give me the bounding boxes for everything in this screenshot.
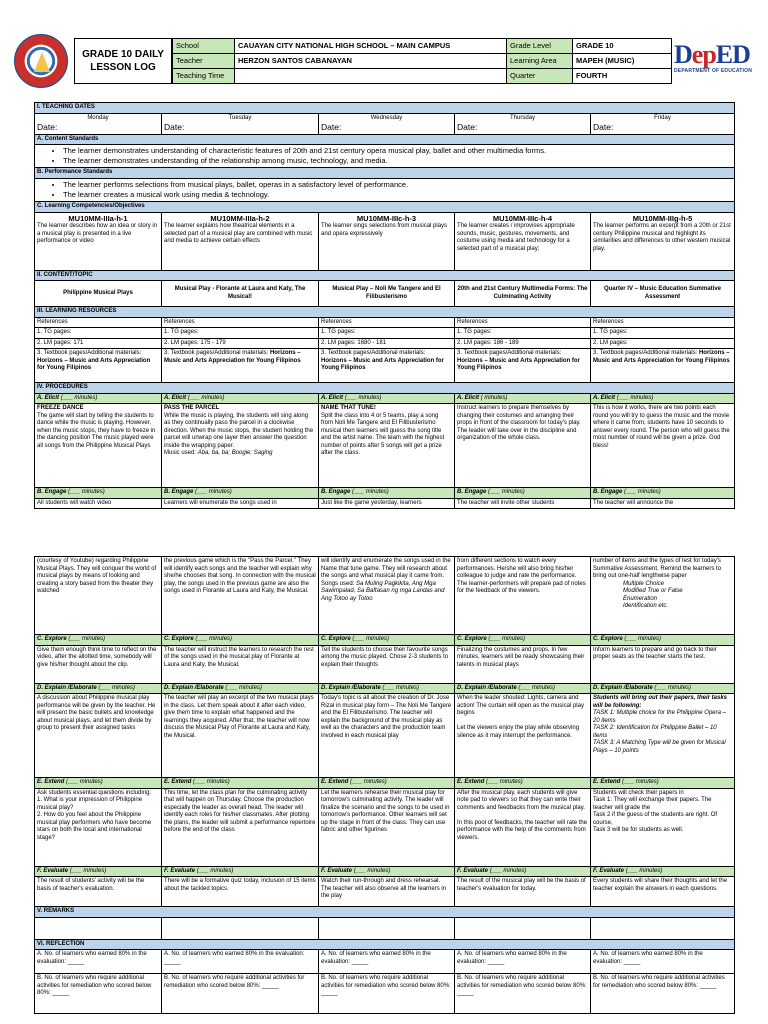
reflection-a: A. No. of learners who earned 80% in the evaluation: _____ — [455, 950, 591, 974]
reflection-a: A. No. of learners who earned 80% in the evaluation: _____ — [319, 950, 455, 974]
explain-label: D. Explain /Elaborate (___ minutes) — [455, 683, 591, 694]
extend-label: E. Extend (___ minutes) — [455, 778, 591, 789]
section-resources: III. LEARNING RESOURCES — [35, 307, 735, 318]
teacher-value: HERZON SANTOS CABANAYAN — [235, 54, 507, 69]
area-value: MAPEH (MUSIC) — [573, 54, 672, 69]
references-label: References — [162, 317, 319, 328]
school-value: CAUAYAN CITY NATIONAL HIGH SCHOOL – MAIN CAMPUS — [235, 39, 507, 54]
deped-seal-logo — [14, 34, 68, 88]
explain-cell: Today's topic is all about the creation of Dr. Jose Rizal in musical play form – The Noli Me Tangere and the El Filibusterismo. The teacher will explain the background of the musical play as well as the characters and the production team involved in each musical play — [319, 694, 455, 778]
performance-standards — [35, 178, 735, 201]
textbook-pages: 3. Textbook pages/Additional materials: Horizons – Music and Arts Appreciation for Young Filipinos — [591, 349, 735, 383]
explain-label: D. Explain /Elaborate (___ minutes) — [162, 683, 319, 694]
textbook-pages: 3. Textbook pages/Additional materials: Horizons – Music and Arts Appreciation for Young Filipinos — [319, 349, 455, 383]
area-label: Learning Area — [507, 54, 573, 69]
elicit-label: A. Elicit (___ minutes) — [591, 393, 735, 404]
explain-cell: Students will bring out their papers, their tasks will be following: TASK 1: Multiple choice for the Philippine Opera – 20 items TASK 2: Identification for Philippine Ballet – 10 items TASK 3: A Matching Type will be given for Musical Plays – 10 points — [591, 694, 735, 778]
evaluate-cell: The result of the musical play will be the basis of teacher's evaluation for today. — [455, 877, 591, 907]
lesson-log-title — [74, 38, 172, 84]
explain-label: D. Explain /Elaborate (___ minutes) — [35, 683, 162, 694]
evaluate-cell: Every students will share their thoughts and let the teacher explain the answers in each questions. — [591, 877, 735, 907]
explore-label: C. Explore (___ minutes) — [162, 635, 319, 646]
engage-cell-continued: from different sections to watch every performances. He/she will also bring his/her colleague to judge and rate the performance. The learner-performers will prepare pad of notes for the feedback of the viewers. — [455, 557, 591, 635]
explore-cell: Finalizing the costumes and props. In few minutes, learners will be ready showcasing their talents in musical plays — [455, 645, 591, 683]
content-standard-item: • The learner demonstrates understanding of characteristic features of 20th and 21st century opera musical play, ballet and other multimedia forms. — [63, 146, 732, 156]
evaluate-label: F. Evaluate (___ minutes) — [319, 866, 455, 877]
extend-label: E. Extend (___ minutes) — [35, 778, 162, 789]
teacher-label: Teacher — [173, 54, 235, 69]
remarks-cell — [319, 917, 455, 939]
extend-label: E. Extend (___ minutes) — [591, 778, 735, 789]
extend-label: E. Extend (___ minutes) — [162, 778, 319, 789]
explore-cell: The teacher will instruct the learners to research the rest of the songs used in the musical play of Florante at Laura and Katy, the Musical. — [162, 645, 319, 683]
quarter-value: FOURTH — [573, 69, 672, 84]
extend-cell: Let the learners rehearse their musical play for tomorrow's culminating activity. The leader will finalize the scenario and the songs to be used in tomorrow's performance. Other learners will set up the stage in front of the class. They can use fabric and other figurines — [319, 788, 455, 866]
reflection-a: A. No. of learners who earned 80% in the evaluation: _____ — [591, 950, 735, 974]
remarks-cell — [591, 917, 735, 939]
school-info-table — [172, 38, 672, 84]
engage-cell: The teacher will invite other students — [455, 498, 591, 509]
engage-cell-continued: (courtesy of Youtube) regarding Philippine Musical Plays. They will conquer the world of musical plays by means of looking and creating a story based from the theater they watched — [35, 557, 162, 635]
textbook-pages: 3. Textbook pages/Additional materials: Horizons – Music and Arts Appreciation for Young Filipinos — [35, 349, 162, 383]
reflection-b: B. No. of learners who require additional activities for remediation who scored below 80%: _____ — [591, 974, 735, 1014]
day-thursday: Thursday Date: — [455, 113, 591, 134]
test-type: Modified True or False — [623, 588, 683, 594]
elicit-cell: NAME THAT TUNE! Split the class into 4 or 5 teams, play a song from Noli Me Tangere and El Filibusterismo musical then learners will guess the song title and the artist name. The team with the highest number of points after 5 songs will get a prize after the class. — [319, 404, 455, 488]
topic-cell: 20th and 21st Century Multimedia Forms: The Culminating Activity — [455, 281, 591, 307]
evaluate-cell: The result of students' activity will be the basis of teacher's evaluation. — [35, 877, 162, 907]
reflection-b: B. No. of learners who require additional activities for remediation who scored below 80%: _____ — [319, 974, 455, 1014]
remarks-cell — [35, 917, 162, 939]
engage-cell: Learners will enumerate the songs used in — [162, 498, 319, 509]
lm-pages: 2. LM pages: 175 - 179 — [162, 338, 319, 349]
title-line-1: GRADE 10 DAILY — [82, 49, 164, 60]
quarter-label: Quarter — [507, 69, 573, 84]
explain-cell: A discussion about Philippine musical play performance will be given by the teacher. He will present the basic bullets and knowledge about musical plays, and let them divide by group to present their assigned tasks — [35, 694, 162, 778]
section-remarks: V. REMARKS — [35, 907, 735, 918]
tg-pages: 1. TG pages: — [319, 328, 455, 339]
tg-pages: 1. TG pages: — [35, 328, 162, 339]
lesson-table-upper — [34, 102, 735, 509]
textbook-pages: 3. Textbook pages/Additional materials: Horizons – Music and Arts Appreciation for Young Filipinos — [162, 349, 319, 383]
deped-logo: DepED DEPARTMENT OF EDUCATION — [674, 40, 753, 74]
tg-pages: 1. TG pages: — [591, 328, 735, 339]
day-monday: Monday Date: — [35, 113, 162, 134]
engage-cell: All students will watch video — [35, 498, 162, 509]
evaluate-label: F. Evaluate (___ minutes) — [35, 866, 162, 877]
tg-pages: 1. TG pages: — [455, 328, 591, 339]
engage-cell: Just like the game yesterday, learners — [319, 498, 455, 509]
evaluate-cell: Watch their run-through and dress rehearsal. The teacher will also observe all the learners in the play — [319, 877, 455, 907]
topic-cell: Musical Play – Noli Me Tangere and El Filibusterismo — [319, 281, 455, 307]
time-value — [235, 69, 507, 84]
header — [14, 34, 754, 96]
remarks-cell — [162, 917, 319, 939]
explore-cell: Tell the students to choose their favourite songs among the music played. Chose 2-3 students to explain their thoughts — [319, 645, 455, 683]
remarks-cell — [455, 917, 591, 939]
references-label: References — [591, 317, 735, 328]
elicit-label: A. Elicit ( minutes) — [455, 393, 591, 404]
engage-label: B. Engage (___ minutes) — [162, 488, 319, 499]
elicit-cell: This is how it works, there are two points each round you will try to guess the music and the movie where it came from, students have 10 seconds to answer every round. The person who will guess the most number of round will be given a prize. God bless! — [591, 404, 735, 488]
extend-cell: Ask students essential questions including: 1. What is your impression of Philippine musical play? 2. How do you feel about the Philippine musical play performers who have become stars on both the local and international stage? — [35, 788, 162, 866]
section-content-topic: II. CONTENT/TOPIC — [35, 270, 735, 281]
engage-cell-continued: will identify and enumerate the songs used in the Name that tune game. They will research about the songs and what musical play it came from. Songs used: Sa Muling Pagkikita, Ang Mga Sawimpalad, Sa Baftasan ng mga Landas and Ang Totoo ay Totoo — [319, 557, 455, 635]
reflection-a: A. No. of learners who earned 80% in the evaluation: _____ — [162, 950, 319, 974]
engage-label: B. Engage (___ minutes) — [319, 488, 455, 499]
reflection-b: B. No. of learners who require additional activities for remediation who scored below 80%: _____ — [35, 974, 162, 1014]
grade-label: Grade Level — [507, 39, 573, 54]
test-type: Identification etc. — [623, 603, 669, 609]
textbook-pages: 3. Textbook pages/Additional materials: Horizons – Music and Arts Appreciation for Young Filipinos — [455, 349, 591, 383]
section-performance-standards: B. Performance Standards — [35, 168, 735, 179]
competency-cell: MU10MM-IIIg-h-5 The learner performs an excerpt from a 20th or 21st century Philippine musical and highlight its similarities and differences to other western musical play. — [591, 212, 735, 270]
elicit-cell: Instruct learners to prepare themselves by changing their costumes and arranging their props in front of the classroom for today's play. The leader will take over in the discipline and organization of the whole class. — [455, 404, 591, 488]
test-type: Enumeration — [623, 595, 658, 602]
content-standard-item: • The learner demonstrates understanding of the relationship among music, technology, and media. — [63, 156, 732, 166]
competency-cell: MU10MM-IIIa-h-1 The learner describes how an idea or story in a musical play is presented in a live performance or video — [35, 212, 162, 270]
day-tuesday: Tuesday Date: — [162, 113, 319, 134]
explore-label: C. Explore (___ minutes) — [591, 635, 735, 646]
references-label: References — [455, 317, 591, 328]
topic-cell: Musical Play - Florante at Laura and Katy, The Musical! — [162, 281, 319, 307]
section-reflection: VI. REFLECTION — [35, 939, 735, 950]
explore-cell: Inform learners to prepare and go back to their proper seats as the teacher starts the test. — [591, 645, 735, 683]
topic-cell: Quarter IV – Music Education Summative Assessment — [591, 281, 735, 307]
section-competencies: C. Learning Competencies/Objectives — [35, 202, 735, 213]
elicit-label: A. Elicit (___ minutes) — [35, 393, 162, 404]
extend-cell: Students will check their papers in Task 1: They will exchange their papers. The teacher will grade the Task 2 if the guess of the students are right. Of course, Task 3 will be for students as well. — [591, 788, 735, 866]
engage-cell: The teacher will announce the — [591, 498, 735, 509]
lm-pages: 2. LM pages: 186 - 189 — [455, 338, 591, 349]
competency-cell: MU10MM-IIIa-h-2 The learner explains how theatrical elements in a selected part of a musical play are combined with music and media to achieve certain effects — [162, 212, 319, 270]
topic-cell: Philippine Musical Plays — [35, 281, 162, 307]
test-type: Multiple Choice — [623, 580, 665, 587]
explain-label: D. Explain /Elaborate (___ minutes) — [319, 683, 455, 694]
tg-pages: 1. TG pages: — [162, 328, 319, 339]
elicit-label: A. Elicit (___ minutes) — [162, 393, 319, 404]
day-friday: Friday Date: — [591, 113, 735, 134]
extend-label: E. Extend (___ minutes) — [319, 778, 455, 789]
title-line-2: LESSON LOG — [90, 62, 156, 73]
section-teaching-dates: I. TEACHING DATES — [35, 103, 735, 114]
evaluate-label: F. Evaluate (___ minutes) — [591, 866, 735, 877]
content-standards — [35, 145, 735, 168]
explain-label: D. Explain /Elaborate (___ minutes) — [591, 683, 735, 694]
lm-pages: 2. LM pages: — [591, 338, 735, 349]
lesson-table-lower — [34, 556, 735, 1014]
performance-standard-item: • The learner performs selections from musical plays, ballet, operas in a satisfactory level of performance. — [63, 180, 732, 190]
explore-cell: Give them enough think time to reflect on the video, after the allotted time, somebody will give his/her thought about the clip. — [35, 645, 162, 683]
school-label: School — [173, 39, 235, 54]
reflection-b: B. No. of learners who require additional activities for remediation who scored below 80%: _____ — [455, 974, 591, 1014]
evaluate-label: F. Evaluate (___ minutes) — [455, 866, 591, 877]
references-label: References — [319, 317, 455, 328]
grade-value: GRADE 10 — [573, 39, 672, 54]
references-label: References — [35, 317, 162, 328]
section-content-standards: A. Content Standards — [35, 134, 735, 145]
lm-pages: 2. LM pages: 171 — [35, 338, 162, 349]
engage-label: B. Engage (___ minutes) — [591, 488, 735, 499]
lm-pages: 2. LM pages: 1680 - 181 — [319, 338, 455, 349]
reflection-a: A. No. of learners who earned 80% in the evaluation: _____ — [35, 950, 162, 974]
explore-label: C. Explore (___ minutes) — [455, 635, 591, 646]
elicit-cell: PASS THE PARCEL While the music is playing, the students will sing along as they continually pass the parcel in a clockwise direction. When the music stops, the student holding the parcel will unwrap one layer then answer the question inside the wrapping paper. Music used: Aba, ba, ba; Boogie; Saging — [162, 404, 319, 488]
reflection-b: B. No. of learners who require additional activities for remediation who scored below 80%: _____ — [162, 974, 319, 1014]
engage-label: B. Engage (___ minutes) — [455, 488, 591, 499]
day-wednesday: Wednesday Date: — [319, 113, 455, 134]
competency-cell: MU10MM-IIIc-h-4 The learner creates / improvises appropriate sounds, music, gestures, movements, and costume using media and technology for a selected part of a musical play; — [455, 212, 591, 270]
engage-cell-continued: the previous game which is the "Pass the Parcel." They will identify each songs and the teacher will explain why she/he chooses that song. In connection with the musical play, the songs used in the previous game are also the songs used in Florante at Laura and Katy, the Musical. — [162, 557, 319, 635]
engage-label: B. Engage (___ minutes) — [35, 488, 162, 499]
elicit-cell: FREEZE DANCE The game will start by telling the students to dance while the music is playing. However, when the music stops, they have to freeze in the dancing position The music played were all songs from the Philippine Musical Plays — [35, 404, 162, 488]
extend-cell: This time, let the class plan for the culminating activity that will happen on Thursday. Choose the production especially the leader as overall head. The leader will identify each roles for his/her classmates. After plotting the plans, the leader will submit a performance repertoire before the end of the class — [162, 788, 319, 866]
competency-cell: MU10MM-IIIc-h-3 The learner sings selections from musical plays and opera expressively — [319, 212, 455, 270]
explore-label: C. Explore (___ minutes) — [319, 635, 455, 646]
time-label: Teaching Time — [173, 69, 235, 84]
performance-standard-item: • The learner creates a musical work using media & technology. — [63, 190, 732, 200]
explore-label: C. Explore (___ minutes) — [35, 635, 162, 646]
evaluate-cell: There will be a formative quiz today, inclusion of 15 items about the tackled topics. — [162, 877, 319, 907]
explain-cell: The teacher will play an excerpt of the two musical plays in the class. Let them speak about it after each video, give them time to explain what happened and the learnings they acquired. After that, the teacher will now discuss the Musical Play of Florante at Laura and Katy, the Musical. — [162, 694, 319, 778]
section-procedures: IV. PROCEDURES — [35, 383, 735, 394]
explain-cell: When the leader shouted: Lights, camera and action! The curtain will open as the musical play begins Let the viewers enjoy the play while observing silence as it may interrupt the performance. — [455, 694, 591, 778]
engage-cell-continued: number of items and the types of test for today's Summative Assessment. Remind the learners to bring out one-half lengthwise paper Multiple Choice Modified True or False Enumeration Identification etc. — [591, 557, 735, 635]
elicit-label: A. Elicit (___ minutes) — [319, 393, 455, 404]
extend-cell: After the musical play, each students will give note pad to viewers so that they can write their comments and feedbacks from the musical play. In this pool of feedbacks, the teacher will rate the performance with the help of the comments from viewers. — [455, 788, 591, 866]
evaluate-label: F. Evaluate (___ minutes) — [162, 866, 319, 877]
